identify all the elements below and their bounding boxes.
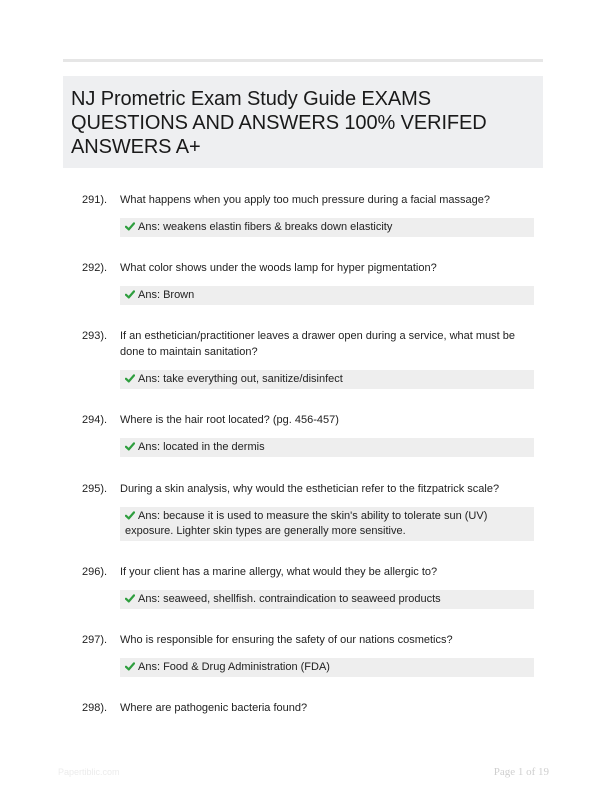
footer-watermark: Papertiblic.com bbox=[58, 767, 120, 777]
question-number: 292). bbox=[82, 262, 108, 274]
question-number: 293). bbox=[82, 330, 108, 342]
question-number: 291). bbox=[82, 194, 108, 206]
answer-text: Ans: located in the dermis bbox=[138, 441, 265, 453]
question-text: Who is responsible for ensuring the safety of our nations cosmetics? bbox=[120, 634, 453, 646]
question-number: 296). bbox=[82, 566, 108, 578]
question-text: Where are pathogenic bacteria found? bbox=[120, 702, 308, 714]
check-icon bbox=[125, 594, 135, 603]
answer-box bbox=[120, 218, 534, 237]
answer-box bbox=[120, 286, 534, 305]
title-banner bbox=[63, 76, 543, 168]
answer-text: Ans: weakens elastin fibers & breaks down elasticity bbox=[138, 221, 393, 233]
check-icon bbox=[125, 290, 135, 299]
check-icon bbox=[125, 222, 135, 231]
document-title: NJ Prometric Exam Study Guide EXAMS QUESTIONS AND ANSWERS 100% VERIFED ANSWERS A+ bbox=[71, 88, 487, 158]
page-number: Page 1 of 19 bbox=[493, 766, 549, 778]
answer-text: Ans: seaweed, shellfish. contraindication to seaweed products bbox=[138, 593, 441, 605]
answer-box bbox=[120, 658, 534, 677]
answer-box bbox=[120, 438, 534, 457]
question-number: 295). bbox=[82, 483, 108, 495]
answer-box bbox=[120, 507, 534, 541]
check-icon bbox=[125, 662, 135, 671]
top-divider bbox=[63, 59, 543, 62]
question-number: 297). bbox=[82, 634, 108, 646]
check-icon bbox=[125, 374, 135, 383]
answer-text: Ans: Food & Drug Administration (FDA) bbox=[138, 661, 330, 673]
question-text: Where is the hair root located? (pg. 456-457) bbox=[120, 414, 339, 426]
question-text: During a skin analysis, why would the esthetician refer to the fitzpatrick scale? bbox=[120, 483, 500, 495]
check-icon bbox=[125, 511, 135, 520]
question-number: 294). bbox=[82, 414, 108, 426]
answer-text: Ans: because it is used to measure the skin's ability to tolerate sun (UV) exposure. Lighter skin types are generally more sensitive. bbox=[125, 510, 488, 537]
question-text: What happens when you apply too much pressure during a facial massage? bbox=[120, 194, 490, 206]
answer-box bbox=[120, 590, 534, 609]
question-number: 298). bbox=[82, 702, 108, 714]
question-text: If an esthetician/practitioner leaves a drawer open during a service, what must be done to maintain sanitation? bbox=[120, 330, 515, 358]
check-icon bbox=[125, 442, 135, 451]
question-text: What color shows under the woods lamp for hyper pigmentation? bbox=[120, 262, 437, 274]
answer-text: Ans: Brown bbox=[138, 289, 195, 301]
question-text: If your client has a marine allergy, what would they be allergic to? bbox=[120, 566, 438, 578]
answer-box bbox=[120, 370, 534, 389]
answer-text: Ans: take everything out, sanitize/disinfect bbox=[138, 373, 343, 385]
